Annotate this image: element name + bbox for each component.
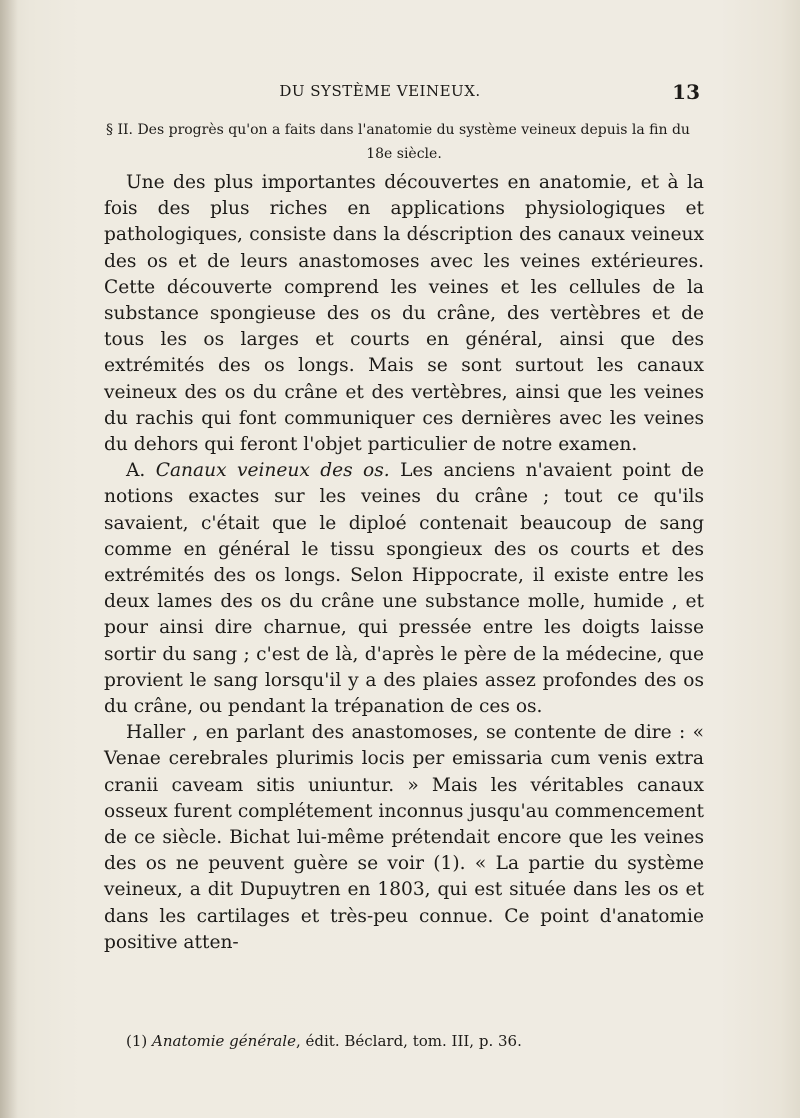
paragraph-3: Haller , en parlant des anastomoses, se contente de dire : « Venae cerebrales plurimis locis per emissaria cum venis extra cranii caveam sitis uniuntur. » Mais les véritables canaux osseux furent complétement inconnus jusqu'au commencement de ce siècle. Bichat lui-même prétendait encore que les veines des os ne peuvent guère se voir (1). « La partie du système veineux, a dit Dupuytren en 1803, qui est située dans les os et dans les cartilages et très-peu connue. Ce point d'anatomie positive atten- [104,722,704,953]
running-title: DU SYSTÈME VEINEUX. [279,82,481,100]
footnote-marker: (1) [126,1032,153,1050]
binding-shadow [0,0,18,1118]
running-head [60,82,700,106]
footnote [126,1030,686,1052]
paragraph-2-italic-heading: Canaux veineux des os. [155,460,390,482]
page-number: 13 [672,80,700,104]
footnote-text: , édit. Béclard, tom. III, p. 36. [295,1032,522,1050]
paragraph-2-prefix: A. [126,460,156,482]
body-text [104,170,704,956]
paragraph-2 [104,458,704,720]
paragraph-1: Une des plus importantes découvertes en anatomie, et à la fois des plus riches en applications physiologiques et pathologiques, consiste dans la déscription des canaux veineux des os et de leurs anastomoses avec les veines extérieures. Cette découverte comprend les veines et les cellules de la substance spongieuse des os du crâne, des vertèbres et de tous les os larges et courts en général, ainsi que des extrémités des os longs. Mais se sont surtout les canaux veineux des os du crâne et des vertèbres, ainsi que les veines du rachis qui font communiquer ces dernières avec les veines du dehors qui feront l'objet particulier de notre examen. [104,172,704,456]
paragraph-2-text: Les anciens n'avaient point de notions exactes sur les veines du crâne ; tout ce qu'ils savaient, c'était que le diploé contenait beaucoup de sang comme en général le tissu spongieux des os courts et des extrémités des os longs. Selon Hippocrate, il existe entre les deux lames des os du crâne une substance molle, humide , et pour ainsi dire charnue, qui pressée entre les doigts laisse sortir du sang ; c'est de là, d'après le père de la médecine, que provient le sang lorsqu'il y a des plaies assez profondes des os du crâne, ou pendant la trépanation de ces os. [104,460,704,718]
footnote-italic-title: Anatomie générale [152,1032,296,1050]
section-heading: § II. Des progrès qu'on a faits dans l'anatomie du système veineux depuis la fin du 18e siècle. [106,122,690,162]
